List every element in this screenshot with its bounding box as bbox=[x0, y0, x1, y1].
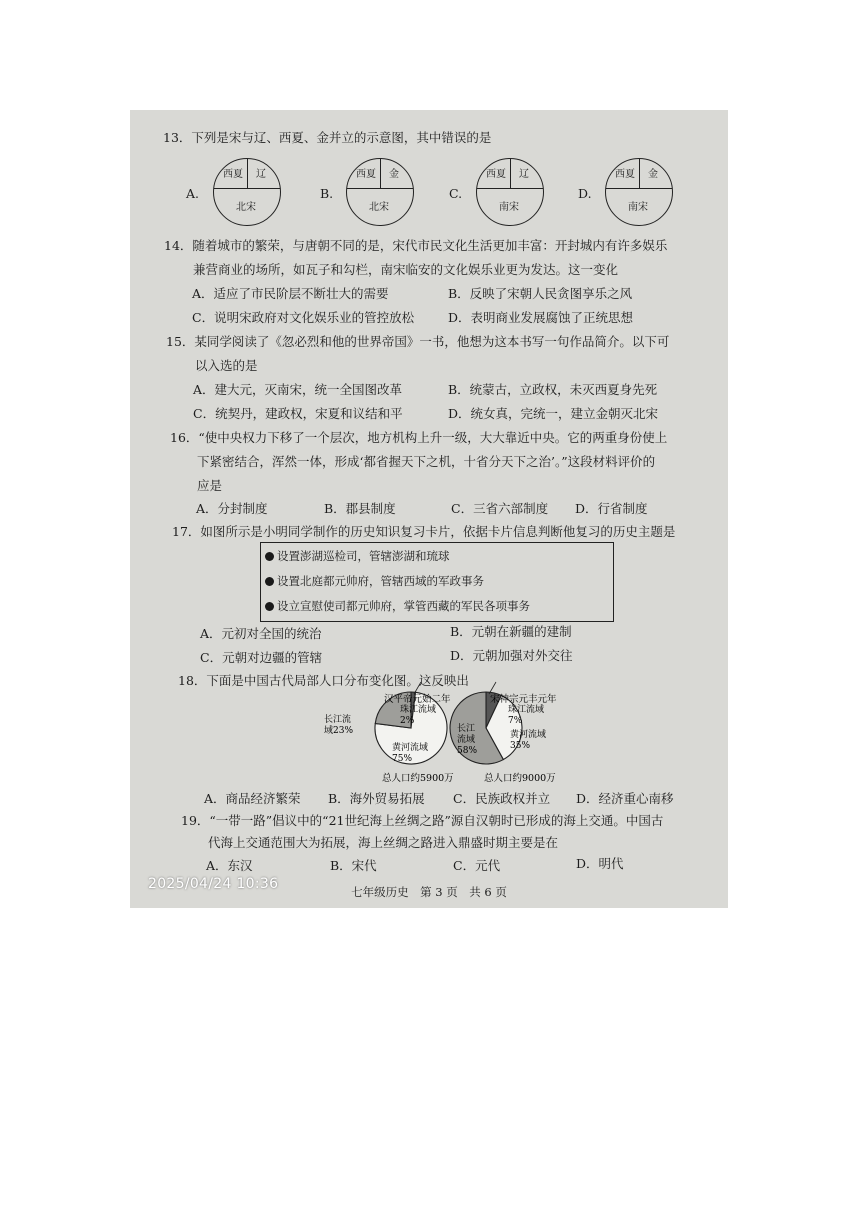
q14-stem-line1: 14．随着城市的繁荣，与唐朝不同的是，宋代市民文化生活更加丰富：开封城内有许多娱乐 bbox=[164, 238, 668, 253]
q17-option-c: C．元朝对边疆的管辖 bbox=[200, 650, 323, 665]
q18-stem: 18．下面是中国古代局部人口分布变化图。这反映出 bbox=[178, 673, 469, 688]
diagram-label: 南宋 bbox=[499, 202, 519, 213]
diagram-label: 西夏 bbox=[356, 169, 376, 180]
q16-option-d: D．行省制度 bbox=[575, 501, 648, 516]
q13-stem: 13．下列是宋与辽、西夏、金并立的示意图，其中错误的是 bbox=[163, 130, 492, 145]
q14-option-b: B．反映了宋朝人民贪图享乐之风 bbox=[448, 286, 633, 301]
card-row: 设置澎湖巡检司，管辖澎湖和琉球 bbox=[265, 549, 450, 563]
q16-stem-line3: 应是 bbox=[197, 478, 223, 493]
q15-option-c: C．统契丹，建政权，宋夏和议结和平 bbox=[193, 406, 403, 421]
q15-option-a: A．建大元，灭南宋，统一全国图改革 bbox=[193, 382, 403, 397]
q14-option-a: A．适应了市民阶层不断壮大的需要 bbox=[192, 286, 389, 301]
q13-option-c-letter: C. bbox=[449, 186, 463, 201]
q19-stem-line2: 代海上交通范围大为拓展，海上丝绸之路进入鼎盛时期主要是在 bbox=[208, 835, 559, 850]
q14-option-d: D．表明商业发展腐蚀了正统思想 bbox=[448, 310, 634, 325]
photo-timestamp: 2025/04/24 10:36 bbox=[148, 876, 279, 892]
pie-subtitle: 总人口约5900万 bbox=[382, 773, 454, 784]
q17-option-b: B．元朝在新疆的建制 bbox=[450, 624, 572, 639]
q19-option-c: C．元代 bbox=[453, 858, 501, 873]
q15-stem-line2: 以入选的是 bbox=[195, 358, 258, 373]
q14-option-c: C．说明宋政府对文化娱乐业的管控放松 bbox=[192, 310, 415, 325]
q16-option-b: B．郡县制度 bbox=[324, 501, 396, 516]
diagram-label: 辽 bbox=[519, 169, 529, 180]
q13-option-a-letter: A. bbox=[186, 186, 200, 201]
q15-option-b: B．统蒙古，立政权，未灭西夏身先死 bbox=[448, 382, 658, 397]
q18-option-a: A．商品经济繁荣 bbox=[204, 791, 301, 806]
q19-option-b: B．宋代 bbox=[330, 858, 377, 873]
card-row: 设立宣慰使司都元帅府，掌管西藏的军民各项事务 bbox=[265, 599, 530, 613]
q13-option-d-letter: D. bbox=[578, 186, 592, 201]
pie-title: 汉平帝元始二年 bbox=[384, 694, 451, 705]
pie-slice-label: 长江流域 58% bbox=[457, 724, 478, 756]
q16-stem-line2: 下紧密结合，浑然一体，形成‘都省握天下之机，十省分天下之治’。”这段材料评价的 bbox=[197, 454, 656, 469]
q18-option-d: D．经济重心南移 bbox=[576, 791, 674, 806]
q15-stem-line1: 15．某同学阅读了《忽必烈和他的世界帝国》一书，他想为这本书写一句作品简介。以下可 bbox=[166, 334, 670, 349]
q19-stem-line1: 19．“一带一路”倡议中的“21世纪海上丝绸之路”源自汉朝时已形成的海上交通。中国古 bbox=[181, 813, 664, 828]
q17-option-a: A．元初对全国的统治 bbox=[200, 626, 322, 641]
diagram-label: 西夏 bbox=[223, 169, 243, 180]
q18-option-b: B．海外贸易拓展 bbox=[328, 791, 425, 806]
population-pie-charts bbox=[130, 110, 728, 908]
pie-slice-label: 珠江流域 7% bbox=[508, 705, 545, 726]
pie-slice-label: 黄河流域 75% bbox=[392, 743, 429, 764]
q18-option-c: C．民族政权并立 bbox=[453, 791, 551, 806]
q15-option-d: D．统女真，完统一，建立金朝灭北宋 bbox=[448, 406, 659, 421]
q16-option-c: C．三省六部制度 bbox=[451, 501, 549, 516]
diagram-label: 西夏 bbox=[486, 169, 506, 180]
pie-title: 宋神宗元丰元年 bbox=[490, 694, 557, 705]
diagram-label: 金 bbox=[389, 169, 399, 180]
diagram-label: 辽 bbox=[256, 169, 266, 180]
diagram-label: 金 bbox=[648, 169, 658, 180]
q13-option-b-letter: B. bbox=[320, 186, 334, 201]
pie-subtitle: 总人口约9000万 bbox=[484, 773, 556, 784]
diagram-label: 北宋 bbox=[369, 202, 389, 213]
q16-stem-line1: 16．“使中央权力下移了一个层次，地方机构上升一级，大大靠近中央。它的两重身份使上 bbox=[170, 430, 668, 445]
q14-stem-line2: 兼营商业的场所，如瓦子和勾栏，南宋临安的文化娱乐业更为发达。这一变化 bbox=[193, 262, 619, 277]
q17-option-d: D．元朝加强对外交往 bbox=[450, 648, 573, 663]
q19-option-a: A．东汉 bbox=[206, 858, 253, 873]
q19-option-d: D．明代 bbox=[576, 856, 624, 871]
diagram-label: 西夏 bbox=[615, 169, 635, 180]
pie-slice-label: 长江流域23% bbox=[324, 715, 354, 736]
pie-slice-label: 黄河流域 35% bbox=[510, 730, 547, 751]
q16-option-a: A．分封制度 bbox=[196, 501, 268, 516]
page-footer: 七年级历史 第 3 页 共 6 页 bbox=[351, 885, 507, 899]
exam-page bbox=[130, 110, 728, 908]
pie-slice-label: 珠江流域 2% bbox=[400, 705, 437, 726]
q17-stem: 17．如图所示是小明同学制作的历史知识复习卡片，依据卡片信息判断他复习的历史主题是 bbox=[172, 524, 676, 539]
card-row: 设置北庭都元帅府，管辖西域的军政事务 bbox=[265, 574, 484, 588]
diagram-label: 北宋 bbox=[236, 202, 256, 213]
diagram-label: 南宋 bbox=[628, 202, 648, 213]
